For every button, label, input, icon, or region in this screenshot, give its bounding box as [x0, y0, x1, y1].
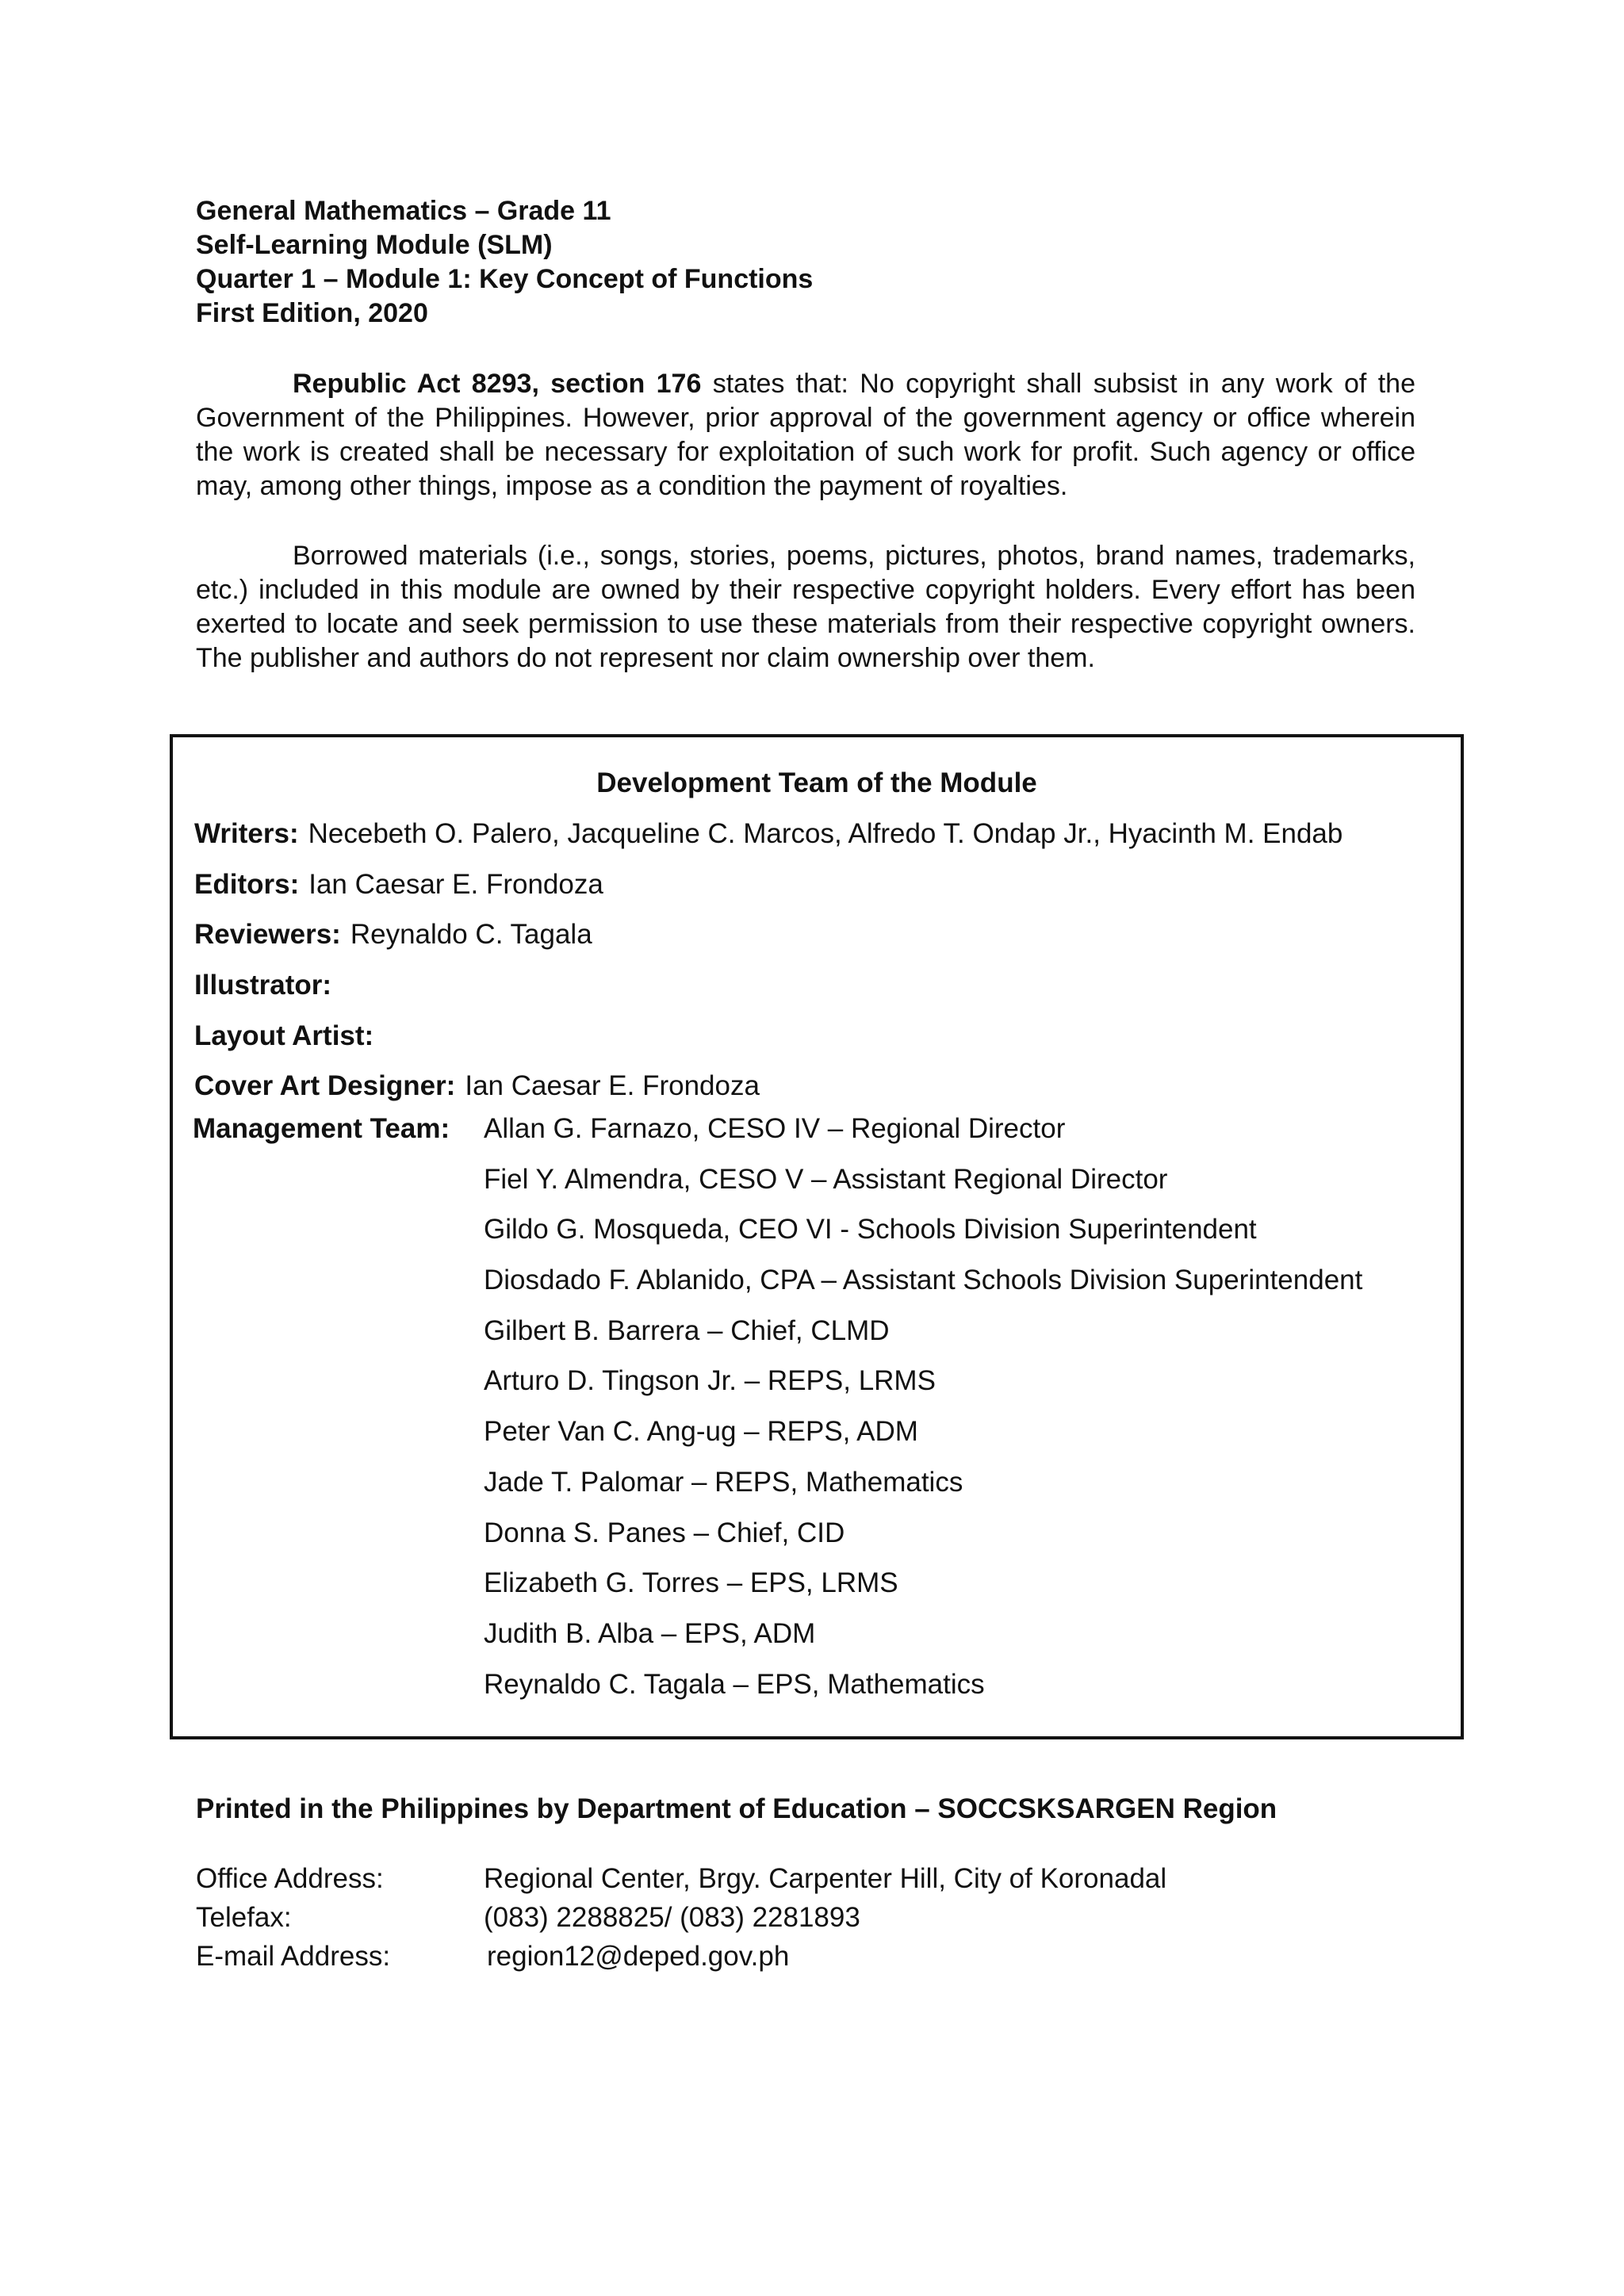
management-member: Elizabeth G. Torres – EPS, LRMS	[484, 1567, 898, 1599]
office-address-row	[196, 1859, 1166, 1898]
management-member: Allan G. Farnazo, CESO IV – Regional Director	[484, 1113, 1066, 1144]
email-row	[196, 1937, 1166, 1976]
header-module-title: Quarter 1 – Module 1: Key Concept of Functions	[196, 264, 814, 294]
team-row-value: Reynaldo C. Tagala	[350, 919, 592, 951]
management-member: Peter Van C. Ang-ug – REPS, ADM	[484, 1416, 918, 1448]
management-member: Fiel Y. Almendra, CESO V – Assistant Regional Director	[484, 1163, 1168, 1195]
telefax-row	[196, 1898, 1166, 1937]
telefax-label: Telefax:	[196, 1902, 292, 1933]
management-member: Gildo G. Mosqueda, CEO VI - Schools Division Superintendent	[484, 1214, 1257, 1246]
team-row-label: Cover Art Designer:	[194, 1070, 456, 1102]
email-label: E-mail Address:	[196, 1941, 391, 1972]
team-row-illustrator	[194, 968, 1455, 1019]
copyright-law-reference: Republic Act 8293, section 176	[293, 369, 702, 399]
copyright-paragraph	[196, 367, 1415, 503]
management-member: Jade T. Palomar – REPS, Mathematics	[484, 1466, 963, 1498]
management-member: Reynaldo C. Tagala – EPS, Mathematics	[484, 1668, 985, 1700]
management-team-label: Management Team:	[193, 1113, 450, 1144]
team-row-writers	[194, 817, 1455, 867]
telefax-value: (083) 2288825/ (083) 2281893	[484, 1902, 860, 1933]
team-row-value: Ian Caesar E. Frondoza	[308, 868, 603, 900]
development-team-title: Development Team of the Module	[596, 767, 1037, 798]
email-value: region12@deped.gov.ph	[487, 1941, 790, 1972]
team-row-reviewers	[194, 917, 1455, 968]
office-address-label: Office Address:	[196, 1863, 384, 1894]
borrowed-materials-paragraph	[196, 539, 1415, 675]
team-roles-list	[194, 817, 1455, 1119]
team-row-label: Layout Artist:	[194, 1020, 374, 1051]
management-team-list	[484, 1112, 1362, 1717]
copyright-law-text: states that: No copyright shall subsist in any work of the Government of the Philippines. However, prior approval of the government agency or office wherein the work is created shall be necessary for exploitation of such work for profit. Such agency or office may, among other things, impose as a condition the payment of royalties.	[196, 369, 1415, 501]
management-member: Diosdado F. Ablanido, CPA – Assistant Schools Division Superintendent	[484, 1265, 1363, 1296]
team-row-value: Necebeth O. Palero, Jacqueline C. Marcos, Alfredo T. Ondap Jr., Hyacinth M. Endab	[308, 818, 1343, 849]
team-row-value: Ian Caesar E. Frondoza	[465, 1070, 760, 1102]
management-member: Donna S. Panes – Chief, CID	[484, 1517, 845, 1548]
management-member: Judith B. Alba – EPS, ADM	[484, 1617, 816, 1649]
office-address-value: Regional Center, Brgy. Carpenter Hill, City of Koronadal	[484, 1863, 1167, 1894]
module-header	[196, 194, 1433, 331]
management-member: Arturo D. Tingson Jr. – REPS, LRMS	[484, 1365, 936, 1397]
team-row-layout-artist	[194, 1019, 1455, 1070]
management-member: Gilbert B. Barrera – Chief, CLMD	[484, 1314, 890, 1346]
header-subject: General Mathematics – Grade 11	[196, 196, 611, 226]
team-row-label: Editors:	[194, 868, 300, 900]
team-row-label: Writers:	[194, 818, 299, 849]
team-row-editors	[194, 867, 1455, 918]
team-row-label: Reviewers:	[194, 919, 341, 951]
header-module-type: Self-Learning Module (SLM)	[196, 230, 553, 260]
printed-by-statement: Printed in the Philippines by Department of Education – SOCCSKSARGEN Region	[196, 1793, 1277, 1824]
contact-info	[196, 1859, 1166, 1976]
borrowed-materials-text: Borrowed materials (i.e., songs, stories, poems, pictures, photos, brand names, trademarks, etc.) included in this module are owned by their respective copyright holders. Every effort has been exerted to locate and seek permission to use these materials from their respective copyright owners. The publisher and authors do not represent nor claim ownership over them.	[196, 541, 1415, 673]
header-edition: First Edition, 2020	[196, 298, 428, 328]
team-row-label: Illustrator:	[194, 970, 332, 1001]
